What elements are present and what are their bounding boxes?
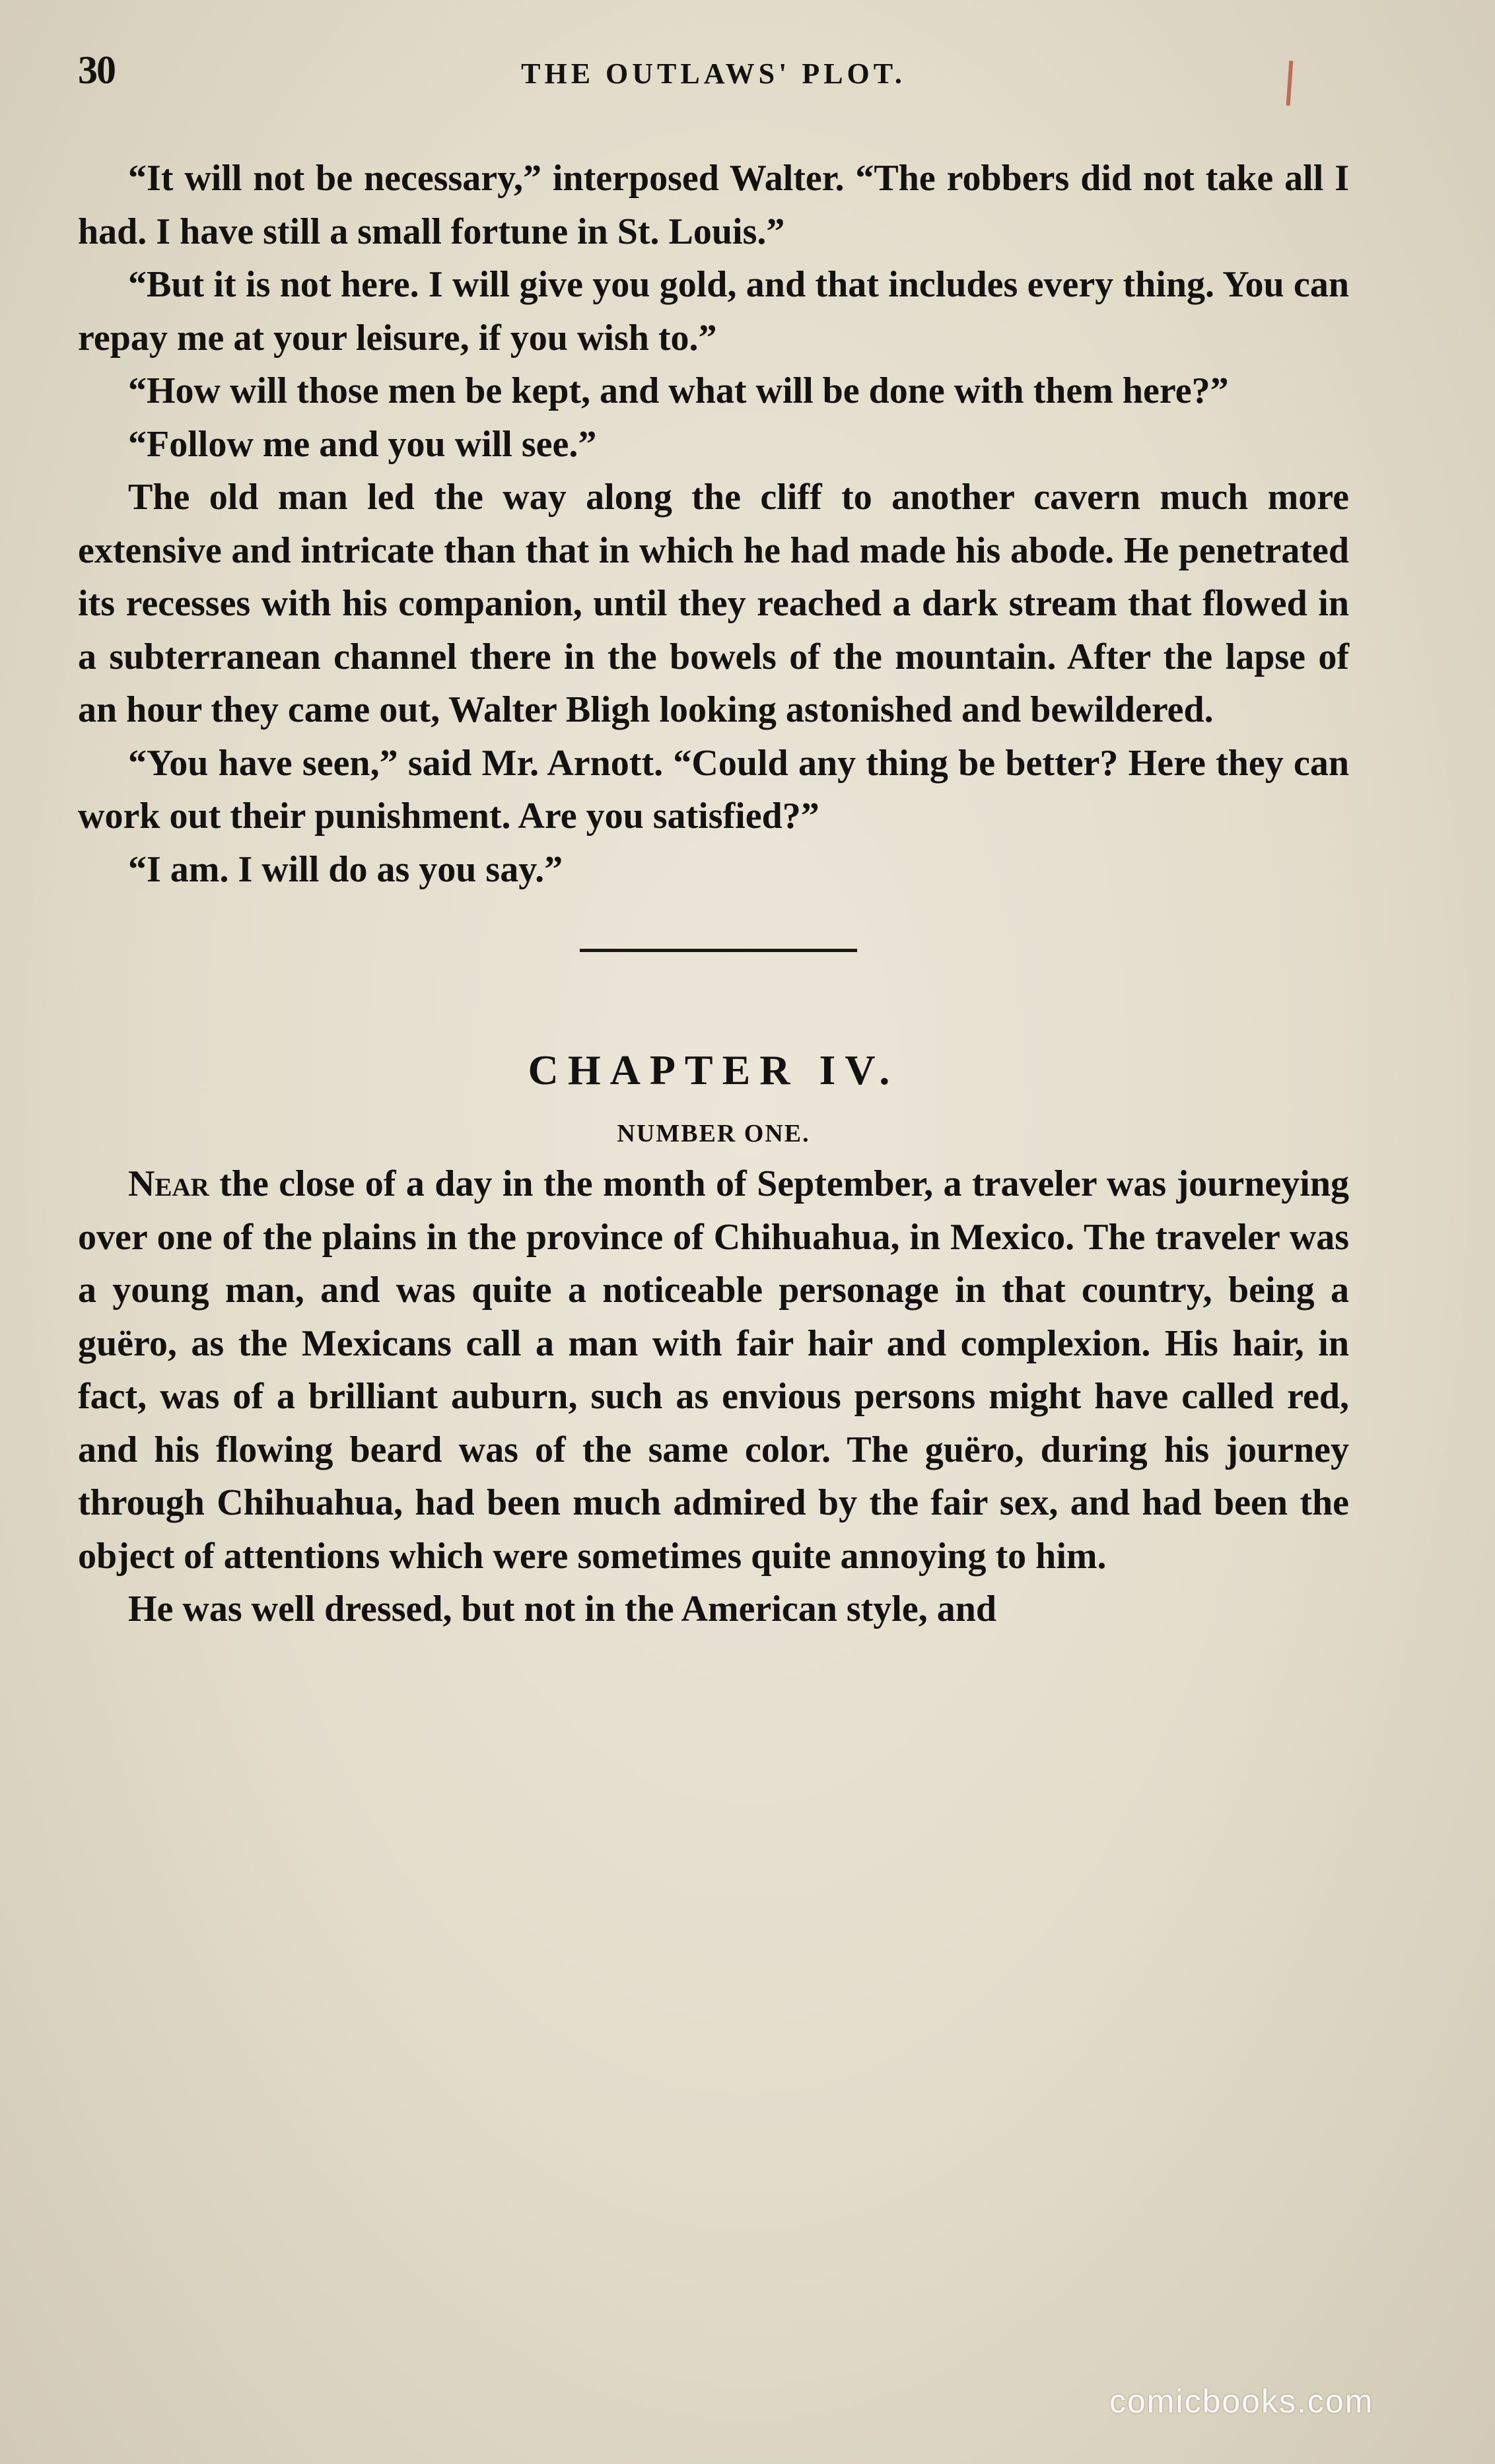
lead-word: Near [128, 1163, 209, 1204]
chapter-opening-paragraph [78, 1157, 1349, 1583]
paragraph: “I am. I will do as you say.” [128, 848, 563, 890]
paragraph: “It will not be necessary,” interposed Walter. “The robbers did not take all I had. I have still a small fortune in St. Louis.” [78, 158, 1349, 252]
paragraph: The old man led the way along the cliff to another cavern much more extensive and intricate than that in which he had made his abode. He penetrated its recesses with his companion, until they reached a dark stream that flowed in a subterranean channel there in the bowels of the mountain. After the lapse of an hour they came out, Walter Bligh looking astonished and bewildered. [78, 477, 1349, 730]
watermark: comicbooks.com [1109, 2383, 1374, 2420]
paragraph: “You have seen,” said Mr. Arnott. “Could any thing be better? Here they can work out their punishment. Are you satisfied?” [78, 742, 1349, 837]
divider-rule [580, 949, 857, 952]
body-text [78, 152, 1349, 1636]
paragraph-text: the close of a day in the month of September, a traveler was journeying over one of the plains in the province of Chihuahua, in Mexico. The traveler was a young man, and was quite a noticeable personage in that country, being a guëro, as the Mexicans call a man with fair hair and complexion. His hair, in fact, was of a brilliant auburn, such as envious persons might have called red, and his flowing beard was of the same color. The guëro, during his journey through Chihuahua, had been much admired by the fair sex, and had been the object of attentions which were sometimes quite annoying to him. [78, 1163, 1349, 1577]
paragraph: “Follow me and you will see.” [128, 423, 597, 465]
paragraph: “But it is not here. I will give you gold, and that includes every thing. You can repay me at your leisure, if you wish to.” [78, 264, 1349, 359]
page-number: 30 [78, 48, 115, 92]
section-divider [78, 896, 1349, 1031]
chapter-subtitle: NUMBER ONE. [617, 1120, 810, 1147]
paragraph: “How will those men be kept, and what will be done with them here?” [128, 370, 1229, 411]
running-head [78, 48, 1349, 100]
paragraph: He was well dressed, but not in the American style, and [128, 1589, 996, 1629]
chapter-heading: CHAPTER IV. [528, 1046, 899, 1093]
running-title: THE OUTLAWS' PLOT. [521, 57, 906, 90]
